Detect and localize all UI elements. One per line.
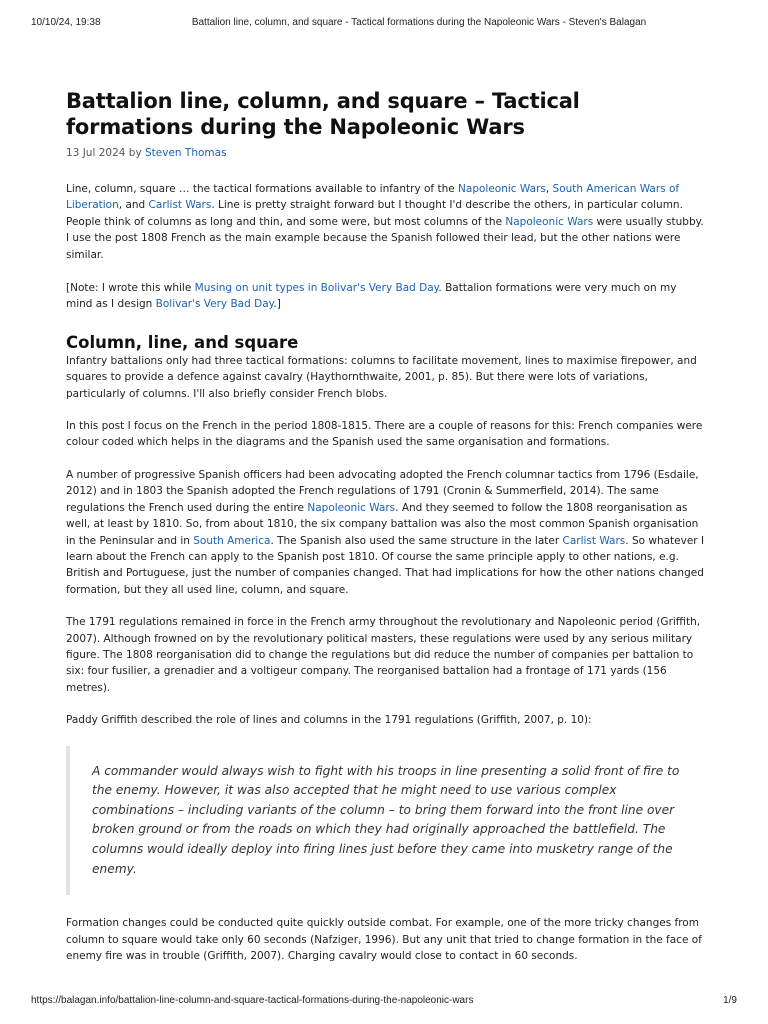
link-napoleonic-wars-3[interactable]: Napoleonic Wars xyxy=(307,501,396,514)
print-timestamp: 10/10/24, 19:38 xyxy=(31,17,101,28)
note-text-3: .] xyxy=(273,298,281,311)
paragraph-griffith-intro: Paddy Griffith described the role of lines and columns in the 1791 regulations (Griffith, 2007, p. 10): xyxy=(66,714,592,727)
author-link[interactable]: Steven Thomas xyxy=(145,147,227,159)
paragraph-formations: Infantry battalions only had three tactical formations: columns to facilitate movement, lines to maximise firepower, and squares to provide a defence against cavalry (Haythornthwaite, 2001, p. 85). But there were lots of variations, particularly of columns. I'll also briefly consider French blobs. xyxy=(66,354,697,400)
link-south-american-wars[interactable]: South American Wars of Liberation xyxy=(66,183,680,212)
paragraph-spanish-adoption xyxy=(66,467,706,598)
link-musing-unit-types[interactable]: Musing on unit types in Bolivar's Very Bad Day xyxy=(194,282,439,295)
link-carlist-wars[interactable]: Carlist Wars xyxy=(148,199,212,212)
link-south-america[interactable]: South America xyxy=(193,534,271,547)
para3-text-4: . So whatever I learn about the French can apply to the Spanish post 1810. Of course the same principle apply to other nations, e.g. British and Portuguese, just the number of companies changed. That had implications for how the other nations changed formation, but they all used line, column, and square. xyxy=(66,534,705,596)
blockquote-griffith xyxy=(66,746,706,896)
intro-text-1: Line, column, square … the tactical formations available to infantry of the xyxy=(66,183,459,195)
link-napoleonic-wars-2[interactable]: Napoleonic Wars xyxy=(505,215,594,228)
article-meta xyxy=(66,146,706,160)
print-url: https://balagan.info/battalion-line-column-and-square-tactical-formations-during-the-napoleonic-wars xyxy=(31,995,474,1006)
paragraph-formation-changes: Formation changes could be conducted quite quickly outside combat. For example, one of the more tricky changes from column to square would take only 60 seconds (Nafziger, 1996). But any unit that tried to change formation in the face of enemy fire was in trouble (Griffith, 2007). Charging cavalry would close to contact in 60 seconds. xyxy=(66,917,702,962)
intro-paragraph xyxy=(66,181,706,263)
link-napoleonic-wars[interactable]: Napoleonic Wars xyxy=(458,183,546,195)
article xyxy=(66,88,706,964)
link-carlist-wars-2[interactable]: Carlist Wars xyxy=(562,534,626,547)
quote-text: A commander would always wish to fight with his troops in line presenting a solid front of fire to the enemy. However, it was also accepted that he might need to use various complex combinations – including variants of the column – to bring them forward into the front line over broken ground or from the roads on which they had originally approached the battlefield. The columns would ideally deploy into firing lines just before they came into musketry range of the enemy. xyxy=(92,763,680,876)
article-date: 13 Jul 2024 xyxy=(66,147,126,159)
intro-text-3: , and xyxy=(118,199,149,212)
para3-text-2: . And they seemed to follow the 1808 reorganisation as well, at least by 1810. So, from about 1810, the six company battalion was also the most common Spanish organisation in the Peninsular and in xyxy=(66,501,699,547)
para3-text-1: A number of progressive Spanish officers had been advocating adopted the French columnar tactics from 1796 (Esdaile, 2012) and in 1803 the Spanish adopted the French regulations of 1791 (Cronin & Summerfield, 2014). The same regulations the French used during the entire xyxy=(66,468,699,514)
byline-separator: by xyxy=(125,147,145,159)
note-text-2: . Battalion formations were very much on my mind as I design xyxy=(66,282,677,311)
print-document-title: Battalion line, column, and square - Tactical formations during the Napoleonic Wars - Steven's Balagan xyxy=(191,17,647,28)
section-heading: Column, line, and square xyxy=(66,332,299,352)
article-title: Battalion line, column, and square – Tactical formations during the Napoleonic Wars xyxy=(66,89,580,139)
note-text-1: [Note: I wrote this while xyxy=(66,282,195,295)
paragraph-focus-french: In this post I focus on the French in the period 1808-1815. There are a couple of reasons for this: French companies were colour coded which helps in the diagrams and the Spanish used the same organisation and formations. xyxy=(66,420,703,449)
note-paragraph xyxy=(66,280,706,313)
intro-text-4: . Line is pretty straight forward but I thought I'd describe the others, in particular column. People think of columns as long and thin, and some were, but most columns of the xyxy=(66,199,683,228)
paragraph-1791-regulations: The 1791 regulations remained in force in the French army throughout the revolutionary and Napoleonic period (Griffith, 2007). Although frowned on by the revolutionary political masters, these regulations were used by any serious military figure. The 1808 reorganisation did to change the regulations but did reduce the number of companies per battalion to six: four fusilier, a grenadier and a voltigeur company. The reorganised battalion had a frontage of 171 yards (156 metres). xyxy=(66,616,701,694)
intro-text-2: , xyxy=(545,183,553,195)
link-bolivars-very-bad-day[interactable]: Bolivar's Very Bad Day xyxy=(155,298,274,311)
para3-text-3: . The Spanish also used the same structure in the later xyxy=(270,534,563,547)
page-number: 1/9 xyxy=(723,995,737,1006)
intro-text-5: were usually stubby. I use the post 1808 French as the main example because the Spanish followed their lead, but the other nations were similar. xyxy=(66,215,704,261)
